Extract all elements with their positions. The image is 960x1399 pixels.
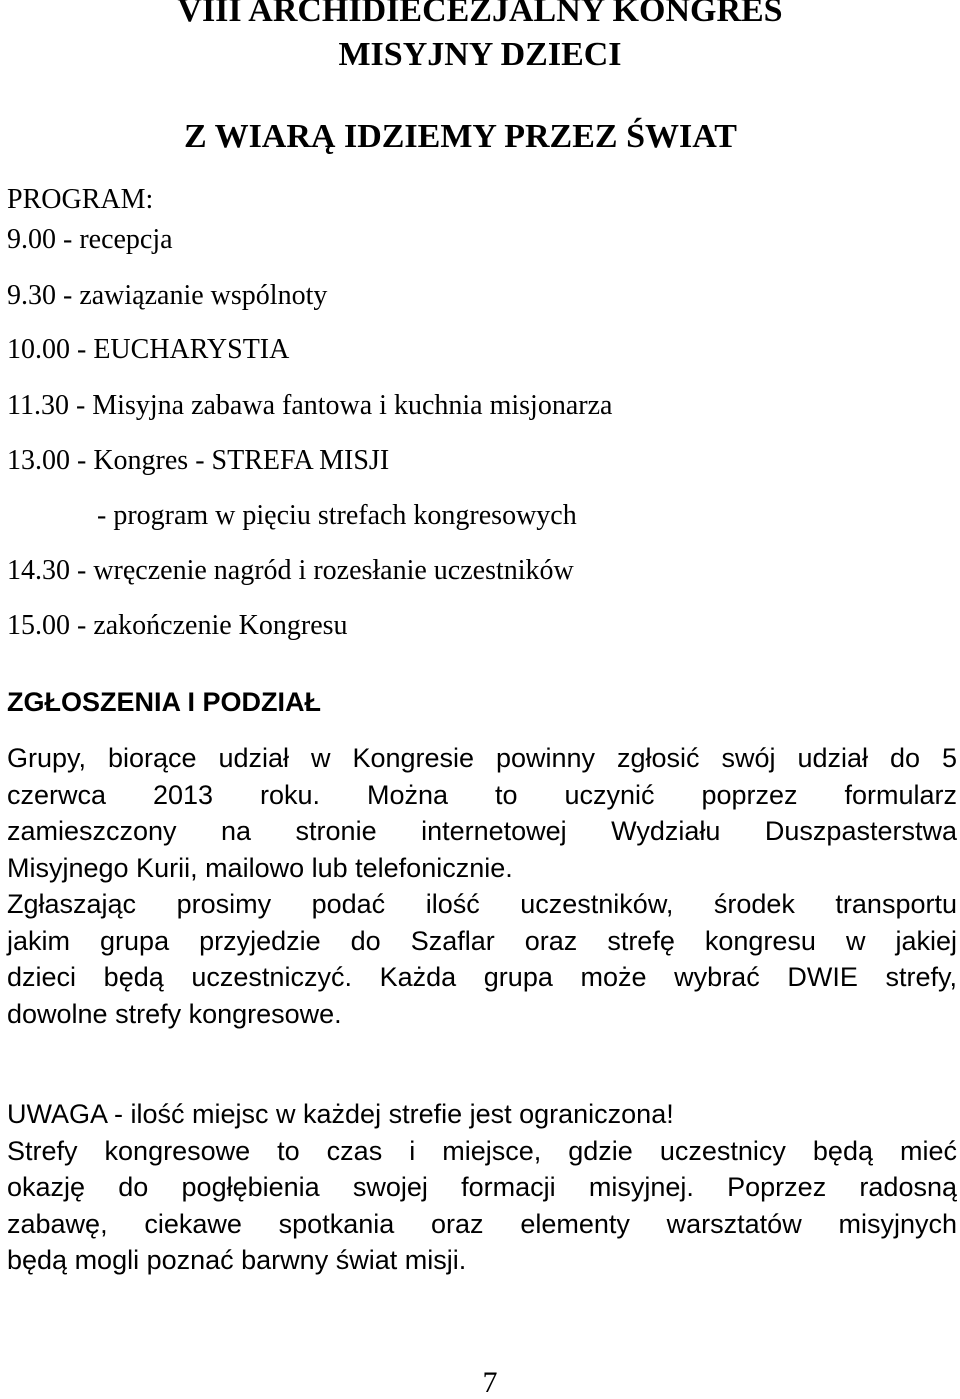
notice-line: UWAGA - ilość miejsc w każdej strefie jest ograniczona!	[7, 1099, 674, 1129]
paragraph-line: zabawę, ciekawe spotkania oraz elementy warsztatów misyjnych	[7, 1208, 957, 1239]
paragraph-line: będą mogli poznać barwny świat misji.	[7, 1245, 467, 1275]
paragraph-line: Grupy, biorące udział w Kongresie powinny zgłosić swój udział do 5	[7, 743, 957, 773]
program-item: 13.00 - Kongres - STREFA MISJI	[7, 445, 390, 476]
paragraph-line: Strefy kongresowe to czas i miejsce, gdzie uczestnicy będą mieć	[7, 1135, 957, 1166]
program-item: 15.00 - zakończenie Kongresu	[7, 610, 348, 641]
congress-motto: Z WIARĄ IDZIEMY PRZEZ ŚWIAT	[184, 118, 737, 155]
section-heading: ZGŁOSZENIA I PODZIAŁ	[7, 687, 321, 717]
page-number: 7	[482, 1366, 498, 1399]
paragraph-line: Zgłaszając prosimy podać ilość uczestników, środek transportu	[7, 889, 957, 919]
program-item: 9.00 - recepcja	[7, 224, 173, 255]
paragraph-line: dzieci będą uczestniczyć. Każda grupa może wybrać DWIE strefy,	[7, 962, 957, 992]
paragraph-line: jakim grupa przyjedzie do Szaflar oraz strefę kongresu w jakiej	[7, 925, 957, 956]
paragraph-line: dowolne strefy kongresowe.	[7, 998, 342, 1029]
program-item: 9.30 - zawiązanie wspólnoty	[7, 280, 328, 311]
paragraph-line: czerwca 2013 roku. Można to uczynić poprzez formularz	[7, 779, 957, 810]
paragraph-line: okazję do pogłębienia swojej formacji misyjnej. Poprzez radosną	[7, 1172, 957, 1202]
paragraph-line: zamieszczony na stronie internetowej Wydziału Duszpasterstwa	[7, 816, 957, 846]
program-item: 14.30 - wręczenie nagród i rozesłanie uczestników	[7, 555, 574, 586]
congress-title-line-1: VIII ARCHIDIECEZJALNY KONGRES	[177, 0, 783, 29]
program-item-continuation: - program w pięciu strefach kongresowych	[97, 500, 577, 531]
program-item: 11.30 - Misyjna zabawa fantowa i kuchnia misjonarza	[7, 390, 613, 421]
program-label: PROGRAM:	[7, 184, 154, 215]
notice-paragraph	[7, 1096, 957, 1279]
program-item: 10.00 - EUCHARYSTIA	[7, 334, 290, 365]
paragraph-line: Misyjnego Kurii, mailowo lub telefonicznie.	[7, 852, 513, 883]
congress-title-line-2: MISYJNY DZIECI	[338, 36, 622, 73]
registration-paragraph	[7, 740, 957, 1032]
